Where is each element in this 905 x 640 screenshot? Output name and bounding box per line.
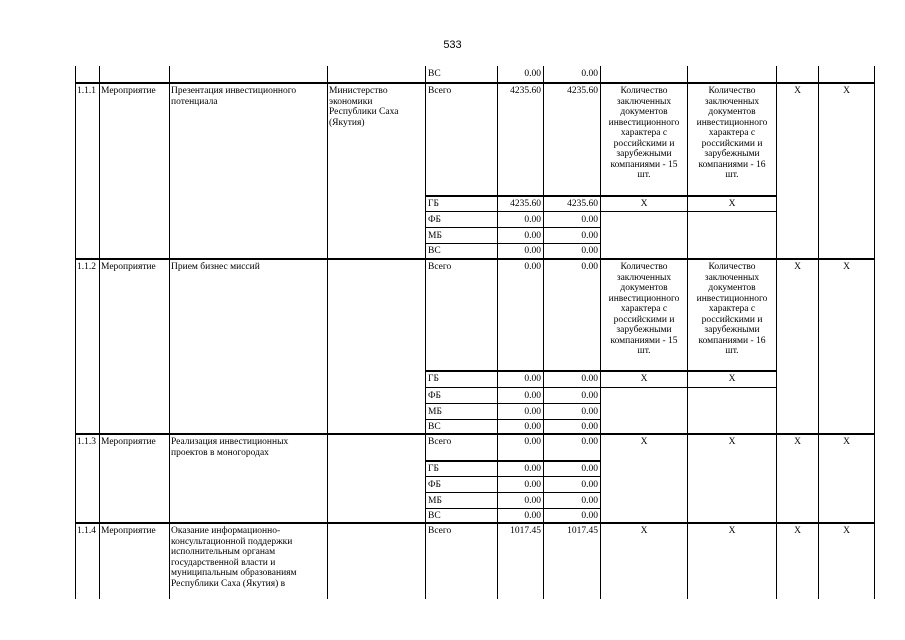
x-mark: Х: [843, 86, 850, 96]
grid-line: [425, 66, 426, 599]
indicator-text: Количество заключенных документов инвестиционного характера с российскими и зарубежными компаниями - 15 шт.: [608, 86, 680, 180]
responsible-executor: Министерство экономики Республики Саха (Якутия): [329, 86, 399, 128]
indicator-separator: [600, 387, 776, 388]
amount-value: 0.00: [524, 231, 541, 241]
amount-value: 0.00: [524, 437, 541, 447]
amount-value: 4235.60: [567, 86, 598, 96]
source-label: ФБ: [428, 215, 441, 225]
x-mark: Х: [640, 437, 648, 447]
subrow-separator: [425, 476, 600, 477]
page-number: 533: [443, 39, 462, 51]
x-mark: Х: [728, 526, 736, 536]
subrow-separator: [425, 243, 600, 244]
amount-value: 0.00: [581, 262, 598, 272]
source-label: Всего: [428, 437, 452, 447]
source-label: Всего: [428, 262, 452, 272]
row-separator: [75, 433, 875, 435]
grid-line: [75, 66, 76, 599]
subrow-separator: [425, 227, 600, 228]
row-type: Мероприятие: [101, 262, 156, 272]
x-mark: Х: [794, 526, 801, 536]
row-type: Мероприятие: [101, 526, 156, 536]
grid-line: [327, 66, 328, 599]
amount-value: 0.00: [524, 496, 541, 506]
x-mark: Х: [794, 86, 801, 96]
source-label: ФБ: [428, 480, 441, 490]
grid-line: [818, 66, 819, 599]
row-name: Реализация инвестиционных проектов в моногородах: [171, 437, 289, 458]
source-label: ГБ: [428, 374, 439, 384]
amount-value: 0.00: [524, 391, 541, 401]
amount-value: 0.00: [581, 464, 598, 474]
amount-value: 0.00: [524, 374, 541, 384]
amount-value: 0.00: [581, 246, 598, 256]
row-code: 1.1.4: [77, 526, 96, 536]
indicator-text: Количество заключенных документов инвестиционного характера с российскими и зарубежными компаниями - 16 шт.: [696, 262, 768, 356]
x-mark: Х: [794, 262, 801, 272]
subrow-separator: [425, 460, 600, 462]
x-mark: Х: [728, 199, 736, 209]
amount-value: 0.00: [524, 69, 541, 79]
indicator-separator: [600, 370, 776, 372]
amount-value: 1017.45: [567, 526, 598, 536]
source-label: Всего: [428, 86, 452, 96]
subrow-separator: [425, 211, 600, 212]
grid-line: [169, 66, 170, 599]
x-mark: Х: [843, 437, 850, 447]
source-label: ВС: [428, 422, 441, 432]
indicator-separator: [600, 195, 776, 197]
subrow-separator: [425, 387, 600, 388]
indicator-text: Количество заключенных документов инвестиционного характера с российскими и зарубежными компаниями - 16 шт.: [696, 86, 768, 180]
amount-value: 4235.60: [510, 199, 541, 209]
amount-value: 0.00: [581, 391, 598, 401]
x-mark: Х: [728, 437, 736, 447]
x-mark: Х: [843, 262, 850, 272]
amount-value: 0.00: [581, 496, 598, 506]
subrow-separator: [425, 492, 600, 493]
grid-line: [874, 66, 875, 599]
indicator-separator: [600, 211, 776, 212]
subrow-separator: [425, 403, 600, 404]
row-code: 1.1.3: [77, 437, 96, 447]
source-label: ВС: [428, 246, 441, 256]
row-type: Мероприятие: [101, 86, 156, 96]
row-code: 1.1.2: [77, 262, 96, 272]
x-mark: Х: [728, 374, 736, 384]
amount-value: 0.00: [524, 246, 541, 256]
amount-value: 0.00: [524, 407, 541, 417]
row-name: Прием бизнес миссий: [171, 262, 260, 272]
amount-value: 0.00: [581, 437, 598, 447]
amount-value: 0.00: [524, 480, 541, 490]
subrow-separator: [425, 419, 600, 420]
amount-value: 0.00: [524, 215, 541, 225]
amount-value: 0.00: [581, 480, 598, 490]
row-code: 1.1.1: [77, 86, 96, 96]
source-label: Всего: [428, 526, 452, 536]
source-label: ФБ: [428, 391, 441, 401]
amount-value: 0.00: [581, 422, 598, 432]
amount-value: 4235.60: [567, 199, 598, 209]
amount-value: 0.00: [524, 422, 541, 432]
row-type: Мероприятие: [101, 437, 156, 447]
x-mark: Х: [640, 199, 648, 209]
amount-value: 4235.60: [510, 86, 541, 96]
grid-line: [99, 66, 100, 599]
subrow-separator: [425, 370, 600, 372]
row-separator: [75, 82, 875, 84]
row-separator: [75, 522, 875, 524]
source-label: ВС: [428, 511, 441, 521]
source-label: ВС: [428, 69, 441, 79]
amount-value: 0.00: [524, 464, 541, 474]
amount-value: 0.00: [581, 69, 598, 79]
indicator-text: Количество заключенных документов инвестиционного характера с российскими и зарубежными компаниями - 15 шт.: [608, 262, 680, 356]
amount-value: 0.00: [581, 374, 598, 384]
amount-value: 0.00: [524, 511, 541, 521]
x-mark: Х: [843, 526, 850, 536]
x-mark: Х: [640, 374, 648, 384]
x-mark: Х: [640, 526, 648, 536]
amount-value: 0.00: [581, 511, 598, 521]
x-mark: Х: [794, 437, 801, 447]
subrow-separator: [425, 508, 600, 509]
source-label: ГБ: [428, 199, 439, 209]
source-label: ГБ: [428, 464, 439, 474]
row-separator: [75, 258, 875, 260]
subrow-separator: [425, 195, 600, 197]
row-name: Оказание информационно- консультационной поддержки исполнительным органам государственной власти и муниципальным образованиям Республики Саха (Якутия) в: [171, 526, 297, 589]
source-label: МБ: [428, 231, 442, 241]
amount-value: 0.00: [524, 262, 541, 272]
amount-value: 0.00: [581, 215, 598, 225]
grid-line: [776, 66, 777, 599]
source-label: МБ: [428, 496, 442, 506]
row-name: Презентация инвестиционного потенциала: [171, 86, 297, 107]
amount-value: 1017.45: [510, 526, 541, 536]
amount-value: 0.00: [581, 407, 598, 417]
amount-value: 0.00: [581, 231, 598, 241]
source-label: МБ: [428, 407, 442, 417]
